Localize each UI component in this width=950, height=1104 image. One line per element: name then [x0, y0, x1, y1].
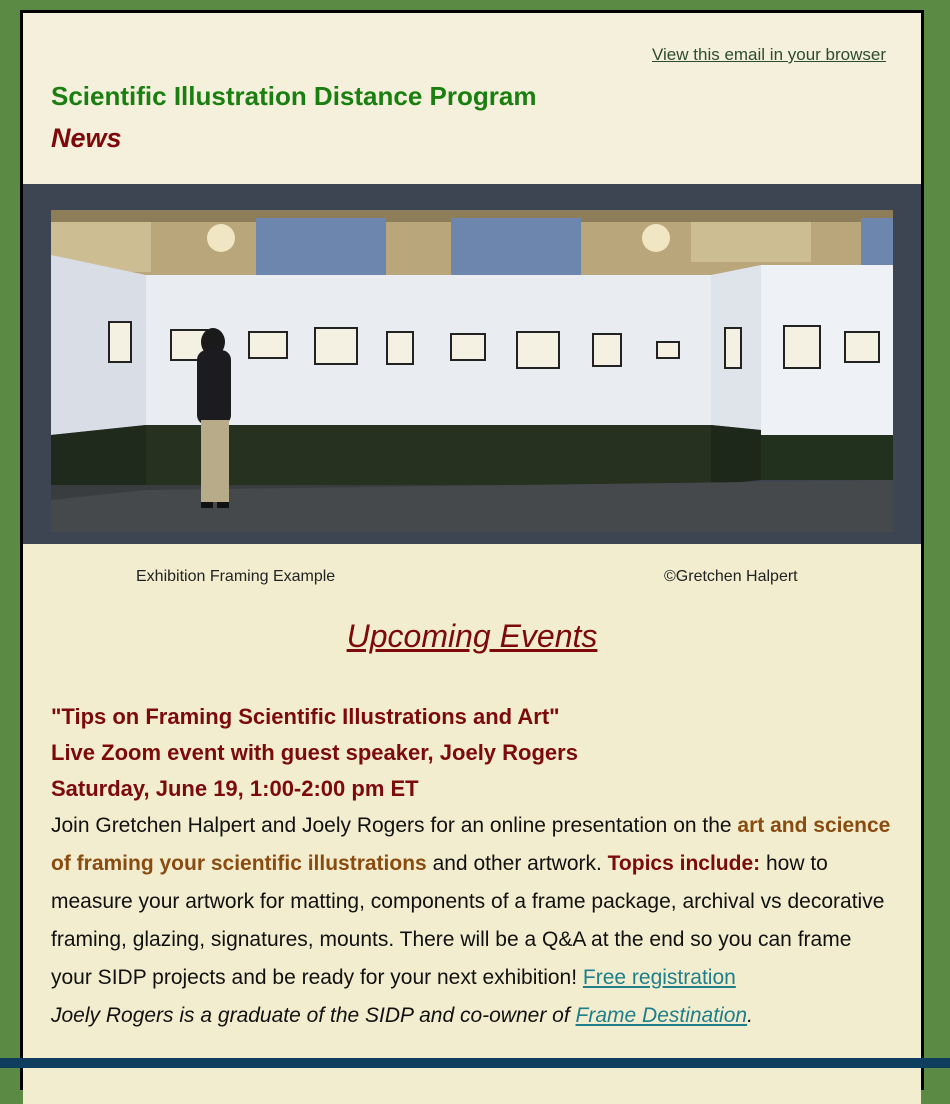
- event-description: [51, 807, 896, 997]
- exhibition-photo: [51, 210, 893, 532]
- bottom-bar: [0, 1058, 950, 1068]
- bio-text: Joely Rogers is a graduate of the SIDP and co-owner of: [51, 1004, 576, 1027]
- event-subtitle: Live Zoom event with guest speaker, Joely Rogers: [51, 740, 578, 765]
- upcoming-events-heading: Upcoming Events: [346, 618, 598, 654]
- photo-credit: ©Gretchen Halpert: [664, 568, 798, 585]
- event-date: Saturday, June 19, 1:00-2:00 pm ET: [51, 776, 419, 801]
- speaker-bio: [51, 997, 896, 1035]
- news-label: News: [51, 123, 122, 153]
- event-block: [51, 699, 896, 1035]
- event-desc-highlight: art and science of framing your scientific illustrations: [51, 814, 891, 875]
- event-desc-part: Join Gretchen Halpert and Joely Rogers for an online presentation on the: [51, 814, 738, 837]
- event-title: "Tips on Framing Scientific Illustrations and Art": [51, 704, 560, 729]
- event-desc-part: and other artwork.: [426, 852, 608, 875]
- email-container: [20, 10, 924, 1090]
- photo-caption: Exhibition Framing Example: [136, 568, 336, 585]
- exhibition-photo-image: [51, 210, 893, 532]
- email-body: [23, 544, 921, 1104]
- topics-label: Topics include:: [607, 852, 761, 875]
- photo-band: [23, 184, 921, 544]
- view-in-browser-link[interactable]: View this email in your browser: [652, 45, 886, 64]
- email-header: [23, 13, 921, 184]
- program-title: Scientific Illustration Distance Program: [51, 81, 537, 111]
- frame-destination-link[interactable]: Frame Destination: [575, 1004, 748, 1027]
- bio-end: .: [747, 1004, 753, 1027]
- event-desc-part: how to measure your artwork for matting, components of a frame package, archival vs decorative framing, glazing, signatures, mounts. There will be a Q&A at the end so you can frame your SIDP projects and be ready for your next exhibition!: [51, 852, 885, 989]
- free-registration-link[interactable]: Free registration: [582, 966, 736, 989]
